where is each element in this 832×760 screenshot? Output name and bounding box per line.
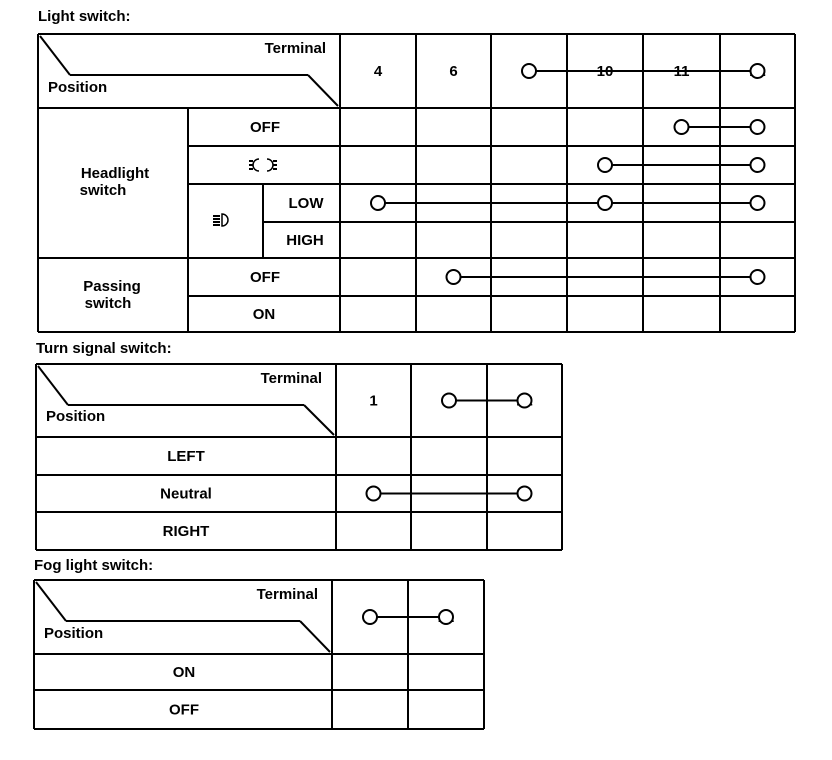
- header-diagonal-line: [36, 582, 66, 621]
- position-label: LOW: [288, 195, 324, 212]
- fog-light-switch-title: Fog light switch:: [34, 557, 154, 574]
- header-position-label: Position: [48, 79, 108, 96]
- light-switch-title: Light switch:: [38, 8, 131, 25]
- headlight-switch-label: switch: [79, 182, 127, 199]
- terminal-number: 6: [449, 63, 458, 80]
- headlight-switch-label: Headlight: [80, 165, 150, 182]
- header-terminal-label: Terminal: [256, 586, 318, 603]
- turn-signal-switch-title: Turn signal switch:: [36, 340, 172, 357]
- terminal-number: 1: [369, 392, 378, 410]
- position-label: LEFT: [167, 448, 205, 465]
- header-position-label: Position: [46, 408, 106, 425]
- position-label: OFF: [169, 701, 199, 719]
- terminal-number: 11: [673, 63, 690, 80]
- terminal-connection-dot: [439, 610, 453, 624]
- position-label: ON: [252, 306, 276, 323]
- position-label: OFF: [250, 119, 280, 136]
- terminal-number: 4: [373, 63, 383, 80]
- header-terminal-label: Terminal: [264, 40, 326, 57]
- terminal-number: 10: [596, 63, 614, 80]
- header-terminal-label: Terminal: [260, 370, 322, 387]
- position-label: ON: [172, 664, 196, 681]
- header-diagonal-line: [300, 621, 330, 652]
- position-label: OFF: [250, 269, 280, 286]
- passing-switch-label: switch: [84, 295, 132, 312]
- position-label: Neutral: [160, 485, 212, 503]
- position-label: RIGHT: [162, 523, 210, 540]
- passing-switch-label: Passing: [83, 278, 141, 295]
- terminal-connection-dot: [363, 610, 377, 624]
- header-position-label: Position: [44, 625, 104, 642]
- position-label: HIGH: [286, 232, 324, 249]
